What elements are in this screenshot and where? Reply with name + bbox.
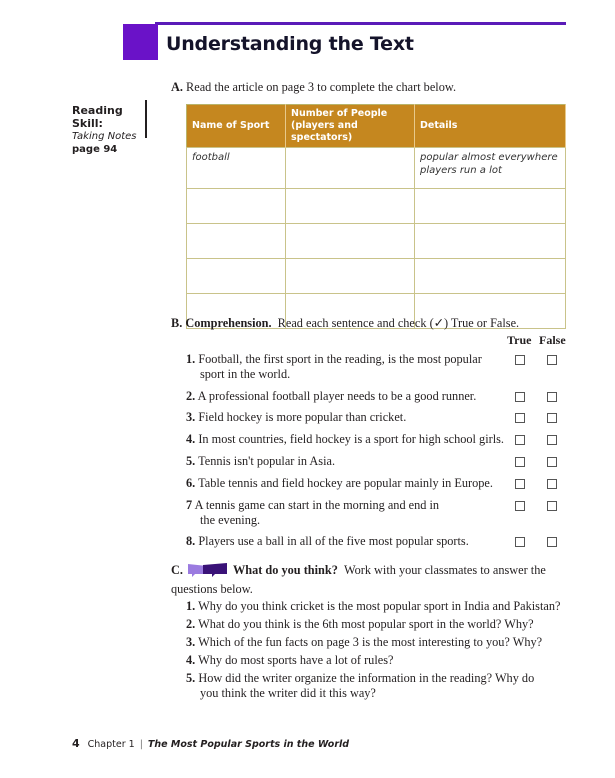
tf-item-number: 3. — [186, 410, 196, 424]
chart-header-people: Number of People (players and spectators) — [286, 105, 415, 148]
chart-cell-details[interactable]: popular almost everywhere players run a lot — [415, 148, 566, 189]
true-column-header: True — [507, 333, 532, 347]
question-number: 5. — [186, 671, 196, 685]
true-checkbox[interactable] — [515, 479, 525, 489]
chart-cell-sport[interactable]: football — [187, 148, 286, 189]
tf-item-number: 2. — [186, 389, 196, 403]
chart-header-details: Details — [415, 105, 566, 148]
tf-item-number: 4. — [186, 432, 196, 446]
chart-header-row — [187, 105, 566, 148]
question-text-cont: you think the writer did it this way? — [200, 686, 376, 700]
tf-item — [186, 410, 506, 425]
question-number: 3. — [186, 635, 196, 649]
section-a-letter: A. — [171, 80, 183, 94]
section-c-text-cont: questions below. — [171, 582, 253, 596]
chart-cell-people[interactable] — [286, 224, 415, 259]
false-checkbox[interactable] — [547, 479, 557, 489]
tf-item — [186, 432, 516, 447]
section-c-text: Work with your classmates to answer the — [343, 563, 546, 577]
chart-cell-people[interactable] — [286, 259, 415, 294]
chart-row — [187, 189, 566, 224]
discussion-question — [186, 599, 586, 614]
question-text: How did the writer organize the information in the reading? Why do — [198, 671, 535, 685]
true-checkbox[interactable] — [515, 537, 525, 547]
tf-item — [186, 534, 506, 549]
header-accent-block — [123, 24, 158, 60]
section-a-text: Read the article on page 3 to complete the chart below. — [186, 80, 457, 94]
reading-skill-name: Taking Notes — [72, 131, 137, 142]
chapter-title: The Most Popular Sports in the World — [147, 739, 350, 750]
tf-item-number: 8. — [186, 534, 196, 548]
chart-row — [187, 148, 566, 189]
tf-item-number: 6. — [186, 476, 196, 490]
notes-chart — [186, 104, 566, 329]
section-b-letter: B. — [171, 316, 183, 330]
chart-row — [187, 224, 566, 259]
question-number: 2. — [186, 617, 196, 631]
chart-cell-people[interactable] — [286, 148, 415, 189]
reading-skill-page: page 94 — [72, 144, 118, 155]
discussion-question — [186, 635, 586, 650]
tf-item-text: A professional football player needs to be a good runner. — [197, 389, 477, 403]
tf-item-text: Players use a ball in all of the five most popular sports. — [198, 534, 469, 548]
true-checkbox[interactable] — [515, 435, 525, 445]
discussion-bubbles-icon — [187, 562, 229, 581]
true-checkbox[interactable] — [515, 392, 525, 402]
question-number: 4. — [186, 653, 196, 667]
tf-item — [186, 352, 506, 382]
chart-cell-details[interactable] — [415, 259, 566, 294]
tf-item-text: In most countries, field hockey is a sport for high school girls. — [198, 432, 504, 446]
section-c-instruction — [171, 562, 591, 597]
tf-item — [186, 476, 516, 491]
header-rule — [155, 22, 566, 25]
true-checkbox[interactable] — [515, 501, 525, 511]
tf-item-text: Table tennis and field hockey are popular mainly in Europe. — [198, 476, 493, 490]
reading-skill-note — [72, 104, 144, 156]
chapter-label: Chapter 1 — [87, 739, 135, 750]
page-footer — [72, 737, 349, 750]
false-checkbox[interactable] — [547, 392, 557, 402]
tf-item-text: Football, the first sport in the reading, is the most popular — [198, 352, 482, 366]
true-checkbox[interactable] — [515, 413, 525, 423]
section-a-instruction — [171, 79, 456, 95]
discussion-question — [186, 617, 586, 632]
chart-cell-people[interactable] — [286, 189, 415, 224]
tf-item-text: A tennis game can start in the morning and end in — [194, 498, 440, 512]
section-c-letter: C. — [171, 563, 183, 577]
chart-row — [187, 259, 566, 294]
section-b-title: Comprehension. — [185, 316, 272, 330]
question-text: What do you think is the 6th most popular sport in the world? Why? — [198, 617, 534, 631]
false-checkbox[interactable] — [547, 501, 557, 511]
tf-item-text-cont: sport in the world. — [200, 367, 291, 381]
tf-item-number: 5. — [186, 454, 196, 468]
tf-item-text: Field hockey is more popular than cricket. — [198, 410, 407, 424]
chart-header-sport: Name of Sport — [187, 105, 286, 148]
chart-cell-sport[interactable] — [187, 224, 286, 259]
tf-item — [186, 454, 506, 469]
chart-cell-details[interactable] — [415, 224, 566, 259]
section-b-instruction — [171, 315, 519, 331]
true-checkbox[interactable] — [515, 457, 525, 467]
reading-skill-label: Reading Skill: — [72, 104, 123, 130]
tf-item-number: 1. — [186, 352, 196, 366]
section-b-text: Read each sentence and check (✓) True or False. — [277, 316, 520, 330]
tf-item — [186, 498, 506, 528]
tf-item — [186, 389, 506, 404]
discussion-question — [186, 653, 586, 668]
sidebar-divider — [145, 100, 147, 138]
discussion-question — [186, 671, 586, 701]
false-checkbox[interactable] — [547, 413, 557, 423]
page-title: Understanding the Text — [166, 33, 414, 55]
question-text: Which of the fun facts on page 3 is the most interesting to you? Why? — [198, 635, 543, 649]
true-checkbox[interactable] — [515, 355, 525, 365]
false-column-header: False — [539, 333, 566, 347]
chart-cell-sport[interactable] — [187, 189, 286, 224]
tf-item-text-cont: the evening. — [200, 513, 261, 527]
false-checkbox[interactable] — [547, 537, 557, 547]
question-number: 1. — [186, 599, 196, 613]
page-number: 4 — [72, 737, 80, 750]
footer-divider: | — [139, 739, 143, 750]
false-checkbox[interactable] — [547, 457, 557, 467]
tf-item-number: 7 — [186, 498, 193, 512]
chart-cell-sport[interactable] — [187, 259, 286, 294]
false-checkbox[interactable] — [547, 435, 557, 445]
chart-cell-details[interactable] — [415, 189, 566, 224]
false-checkbox[interactable] — [547, 355, 557, 365]
tf-item-text: Tennis isn't popular in Asia. — [198, 454, 336, 468]
question-text: Why do you think cricket is the most popular sport in India and Pakistan? — [198, 599, 561, 613]
section-c-title: What do you think? — [232, 563, 338, 577]
question-text: Why do most sports have a lot of rules? — [198, 653, 394, 667]
